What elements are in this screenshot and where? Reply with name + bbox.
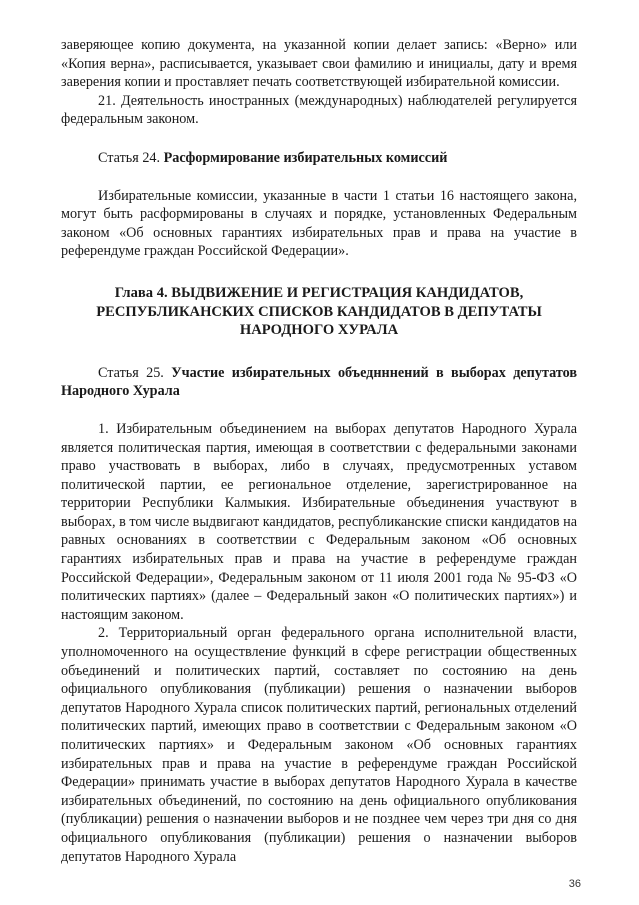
article-25-title: Участие избирательных объеднннений в выборах депутатов Народного Хурала [61,364,577,400]
article-24-prefix: Статья 24. [98,149,164,166]
article-25-heading [61,364,577,401]
article-25-paragraph-2: 2. Территориальный орган федерального органа исполнительной власти, уполномоченного на осуществление функций в сфере регистрации общественных объединений и политических партий, составляет по состоянию на день официального опубликования (публикации) решения о назначении выборов депутатов Народного Хурала список политических партий, региональных отделений политических партий, имеющих право в соответствии с Федеральным законом «О политических партиях» и Федеральным законом «Об основных гарантиях избирательных прав и права на участие в референдуме граждан Российской Федерации» принимать участие в выборах депутатов Народного Хурала в качестве избирательных объединений, по состоянию на день официального опубликования (публикации) решения о назначении выборов и не позднее чем через три дня со дня официального опубликования (публикации) решения о назначении выборов депутатов Народного Хурала [61,625,577,865]
article-25-paragraph-1: 1. Избирательным объединением на выборах депутатов Народного Хурала является политическая партия, имеющая в соответствии с федеральными законами право участвовать в выборах, либо в случаях, предусмотренных уставом политической партии, ее региональное отделение, зарегистрированное на территории Республики Калмыкия. Избирательные объединения участвуют в выборах, в том числе выдвигают кандидатов, республиканские списки кандидатов на равных основаниях в соответствии с Федеральным законом «Об основных гарантиях избирательных прав и права на участие в референдуме граждан Российской Федерации», Федеральным законом от 11 июля 2001 года № 95-ФЗ «О политических партиях» (далее – Федеральный закон «О политических партиях») и настоящим законом. [61,420,577,623]
article-25-prefix: Статья 25. [98,364,172,381]
paragraph-21: 21. Деятельность иностранных (международных) наблюдателей регулируется федеральным законом. [61,92,577,128]
paragraph-continuation: заверяющее копию документа, на указанной копии делает запись: «Верно» или «Копия верна», расписывается, указывает свои фамилию и инициалы, дату и время заверения копии и проставляет печать соответствующей избирательной комиссии. [61,37,577,91]
page-number: 36 [568,878,581,890]
article-24-title: Расформирование избирательных комиссий [163,149,448,166]
article-24-heading [61,149,577,168]
chapter-4-heading: Глава 4. ВЫДВИЖЕНИЕ И РЕГИСТРАЦИЯ КАНДИДАТОВ, РЕСПУБЛИКАНСКИХ СПИСКОВ КАНДИДАТОВ В ДЕПУТАТЫ НАРОДНОГО ХУРАЛА [96,284,542,339]
article-24-body: Избирательные комиссии, указанные в части 1 статьи 16 настоящего закона, могут быть расформированы в случаях и порядке, установленных Федеральным законом «Об основных гарантиях избирательных прав и права на участие в референдуме граждан Российской Федерации». [61,187,577,260]
